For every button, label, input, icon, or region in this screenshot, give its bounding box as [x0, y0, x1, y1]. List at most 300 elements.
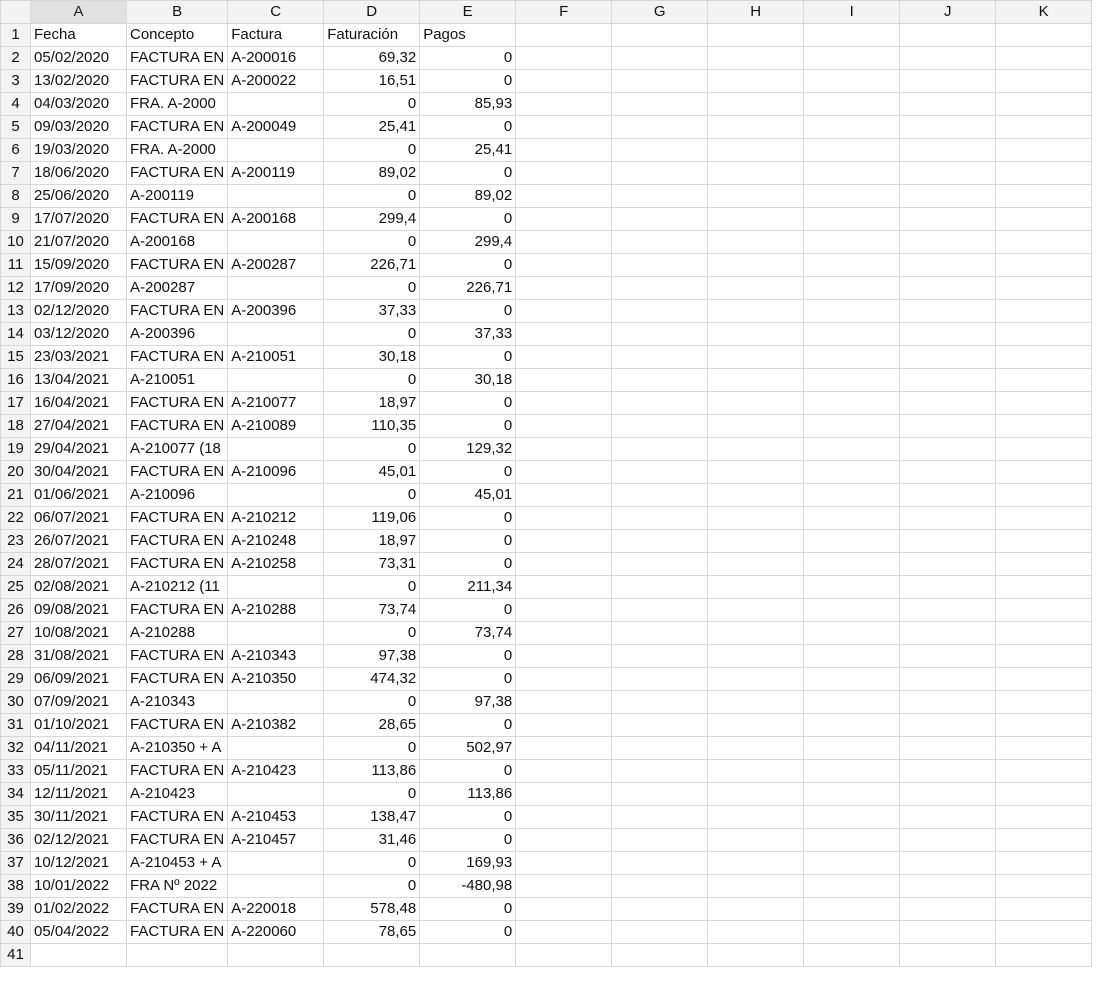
cell-b[interactable]: FACTURA EN	[127, 208, 228, 231]
cell-empty[interactable]	[996, 806, 1092, 829]
cell-d[interactable]: 0	[324, 139, 420, 162]
cell-empty[interactable]	[996, 944, 1092, 967]
cell-empty[interactable]	[708, 369, 804, 392]
cell-b[interactable]: FACTURA EN	[127, 806, 228, 829]
cell-empty[interactable]	[804, 277, 900, 300]
cell-a[interactable]: 21/07/2020	[31, 231, 127, 254]
cell-a[interactable]: 01/06/2021	[31, 484, 127, 507]
cell-empty[interactable]	[708, 392, 804, 415]
row-header[interactable]: 13	[1, 300, 31, 323]
cell-empty[interactable]	[804, 208, 900, 231]
row-header[interactable]: 36	[1, 829, 31, 852]
row-header[interactable]: 23	[1, 530, 31, 553]
cell-empty[interactable]	[612, 760, 708, 783]
cell-empty[interactable]	[708, 852, 804, 875]
cell-empty[interactable]	[804, 645, 900, 668]
cell-b[interactable]: A-200119	[127, 185, 228, 208]
cell-b[interactable]: A-200168	[127, 231, 228, 254]
cell-c[interactable]	[228, 852, 324, 875]
cell-empty[interactable]	[708, 208, 804, 231]
cell-empty[interactable]	[996, 461, 1092, 484]
cell-empty[interactable]	[516, 507, 612, 530]
cell-c[interactable]: A-210089	[228, 415, 324, 438]
cell-empty[interactable]	[612, 346, 708, 369]
cell-c[interactable]	[228, 944, 324, 967]
cell-empty[interactable]	[900, 806, 996, 829]
cell-d[interactable]: 0	[324, 231, 420, 254]
cell-d[interactable]: Faturación	[324, 24, 420, 47]
cell-empty[interactable]	[900, 875, 996, 898]
cell-d[interactable]: 0	[324, 185, 420, 208]
cell-empty[interactable]	[804, 668, 900, 691]
cell-a[interactable]: 13/02/2020	[31, 70, 127, 93]
cell-a[interactable]: 10/01/2022	[31, 875, 127, 898]
cell-e[interactable]: 0	[420, 254, 516, 277]
cell-empty[interactable]	[900, 254, 996, 277]
cell-empty[interactable]	[996, 70, 1092, 93]
cell-empty[interactable]	[612, 93, 708, 116]
cell-empty[interactable]	[612, 553, 708, 576]
cell-c[interactable]: A-210096	[228, 461, 324, 484]
cell-empty[interactable]	[612, 921, 708, 944]
cell-empty[interactable]	[708, 714, 804, 737]
cell-empty[interactable]	[516, 806, 612, 829]
cell-empty[interactable]	[996, 323, 1092, 346]
cell-d[interactable]: 0	[324, 93, 420, 116]
cell-c[interactable]	[228, 323, 324, 346]
cell-empty[interactable]	[612, 323, 708, 346]
cell-empty[interactable]	[516, 24, 612, 47]
cell-d[interactable]: 73,31	[324, 553, 420, 576]
cell-empty[interactable]	[804, 162, 900, 185]
cell-empty[interactable]	[516, 346, 612, 369]
cell-empty[interactable]	[900, 47, 996, 70]
cell-empty[interactable]	[900, 139, 996, 162]
cell-b[interactable]: FACTURA EN	[127, 553, 228, 576]
cell-d[interactable]: 113,86	[324, 760, 420, 783]
row-header[interactable]: 37	[1, 852, 31, 875]
cell-a[interactable]: 23/03/2021	[31, 346, 127, 369]
cell-empty[interactable]	[900, 369, 996, 392]
cell-empty[interactable]	[516, 921, 612, 944]
cell-empty[interactable]	[996, 645, 1092, 668]
cell-e[interactable]: 0	[420, 921, 516, 944]
cell-a[interactable]: 05/04/2022	[31, 921, 127, 944]
cell-empty[interactable]	[708, 231, 804, 254]
cell-empty[interactable]	[708, 668, 804, 691]
cell-b[interactable]: FACTURA EN	[127, 530, 228, 553]
cell-empty[interactable]	[996, 116, 1092, 139]
cell-empty[interactable]	[900, 668, 996, 691]
cell-d[interactable]: 28,65	[324, 714, 420, 737]
cell-empty[interactable]	[516, 277, 612, 300]
row-header[interactable]: 17	[1, 392, 31, 415]
cell-empty[interactable]	[708, 806, 804, 829]
column-header-k[interactable]: K	[996, 1, 1092, 24]
cell-d[interactable]: 0	[324, 369, 420, 392]
cell-empty[interactable]	[708, 323, 804, 346]
cell-c[interactable]: A-200049	[228, 116, 324, 139]
cell-e[interactable]: 73,74	[420, 622, 516, 645]
cell-a[interactable]: 02/12/2020	[31, 300, 127, 323]
column-header-h[interactable]: H	[708, 1, 804, 24]
cell-c[interactable]	[228, 484, 324, 507]
cell-d[interactable]: 110,35	[324, 415, 420, 438]
cell-c[interactable]	[228, 438, 324, 461]
cell-a[interactable]: 16/04/2021	[31, 392, 127, 415]
cell-empty[interactable]	[804, 484, 900, 507]
cell-empty[interactable]	[708, 300, 804, 323]
cell-b[interactable]: A-210096	[127, 484, 228, 507]
cell-empty[interactable]	[612, 231, 708, 254]
cell-d[interactable]: 0	[324, 875, 420, 898]
cell-b[interactable]: FACTURA EN	[127, 346, 228, 369]
column-header-b[interactable]: B	[127, 1, 228, 24]
cell-empty[interactable]	[708, 576, 804, 599]
cell-empty[interactable]	[612, 392, 708, 415]
cell-c[interactable]: A-200022	[228, 70, 324, 93]
row-header[interactable]: 6	[1, 139, 31, 162]
cell-e[interactable]: 113,86	[420, 783, 516, 806]
cell-empty[interactable]	[900, 714, 996, 737]
cell-empty[interactable]	[708, 254, 804, 277]
cell-empty[interactable]	[612, 714, 708, 737]
cell-empty[interactable]	[804, 898, 900, 921]
column-header-d[interactable]: D	[324, 1, 420, 24]
cell-empty[interactable]	[900, 852, 996, 875]
cell-e[interactable]: 0	[420, 599, 516, 622]
cell-d[interactable]: 30,18	[324, 346, 420, 369]
cell-empty[interactable]	[900, 323, 996, 346]
cell-empty[interactable]	[708, 24, 804, 47]
cell-empty[interactable]	[516, 162, 612, 185]
cell-a[interactable]: 03/12/2020	[31, 323, 127, 346]
row-header[interactable]: 31	[1, 714, 31, 737]
cell-e[interactable]: 0	[420, 806, 516, 829]
cell-empty[interactable]	[804, 392, 900, 415]
cell-d[interactable]: 16,51	[324, 70, 420, 93]
cell-empty[interactable]	[516, 415, 612, 438]
cell-empty[interactable]	[996, 277, 1092, 300]
cell-b[interactable]: FACTURA EN	[127, 392, 228, 415]
cell-empty[interactable]	[516, 47, 612, 70]
cell-empty[interactable]	[516, 898, 612, 921]
cell-d[interactable]: 0	[324, 622, 420, 645]
cell-c[interactable]: A-210248	[228, 530, 324, 553]
cell-empty[interactable]	[708, 162, 804, 185]
cell-c[interactable]: A-210343	[228, 645, 324, 668]
cell-d[interactable]: 0	[324, 277, 420, 300]
cell-empty[interactable]	[996, 737, 1092, 760]
cell-empty[interactable]	[612, 208, 708, 231]
cell-a[interactable]: Fecha	[31, 24, 127, 47]
cell-empty[interactable]	[708, 783, 804, 806]
cell-b[interactable]: FACTURA EN	[127, 921, 228, 944]
cell-empty[interactable]	[612, 461, 708, 484]
cell-b[interactable]: FACTURA EN	[127, 645, 228, 668]
cell-empty[interactable]	[708, 898, 804, 921]
cell-empty[interactable]	[708, 829, 804, 852]
cell-empty[interactable]	[900, 599, 996, 622]
cell-empty[interactable]	[612, 185, 708, 208]
cell-e[interactable]: 0	[420, 829, 516, 852]
cell-empty[interactable]	[612, 254, 708, 277]
cell-a[interactable]: 25/06/2020	[31, 185, 127, 208]
column-header-c[interactable]: C	[228, 1, 324, 24]
cell-e[interactable]: 169,93	[420, 852, 516, 875]
cell-empty[interactable]	[900, 461, 996, 484]
row-header[interactable]: 35	[1, 806, 31, 829]
cell-e[interactable]: 0	[420, 208, 516, 231]
column-header-f[interactable]: F	[516, 1, 612, 24]
cell-b[interactable]: FACTURA EN	[127, 668, 228, 691]
cell-a[interactable]: 06/09/2021	[31, 668, 127, 691]
cell-empty[interactable]	[996, 208, 1092, 231]
row-header[interactable]: 28	[1, 645, 31, 668]
cell-empty[interactable]	[996, 668, 1092, 691]
row-header[interactable]: 7	[1, 162, 31, 185]
row-header[interactable]: 41	[1, 944, 31, 967]
cell-empty[interactable]	[708, 622, 804, 645]
cell-e[interactable]: 0	[420, 668, 516, 691]
cell-e[interactable]: 0	[420, 116, 516, 139]
cell-empty[interactable]	[612, 783, 708, 806]
cell-empty[interactable]	[996, 185, 1092, 208]
cell-c[interactable]: A-210457	[228, 829, 324, 852]
cell-empty[interactable]	[804, 944, 900, 967]
cell-c[interactable]	[228, 231, 324, 254]
cell-empty[interactable]	[804, 185, 900, 208]
cell-empty[interactable]	[996, 415, 1092, 438]
cell-empty[interactable]	[516, 691, 612, 714]
cell-empty[interactable]	[996, 254, 1092, 277]
cell-empty[interactable]	[996, 300, 1092, 323]
column-header-g[interactable]: G	[612, 1, 708, 24]
cell-empty[interactable]	[612, 139, 708, 162]
cell-b[interactable]: A-210077 (18	[127, 438, 228, 461]
cell-empty[interactable]	[804, 921, 900, 944]
cell-c[interactable]: A-200168	[228, 208, 324, 231]
cell-a[interactable]: 04/11/2021	[31, 737, 127, 760]
cell-b[interactable]: FACTURA EN	[127, 70, 228, 93]
cell-empty[interactable]	[516, 530, 612, 553]
cell-b[interactable]: FACTURA EN	[127, 714, 228, 737]
row-header[interactable]: 9	[1, 208, 31, 231]
cell-empty[interactable]	[900, 208, 996, 231]
cell-empty[interactable]	[708, 691, 804, 714]
cell-empty[interactable]	[612, 622, 708, 645]
cell-c[interactable]: A-220060	[228, 921, 324, 944]
cell-empty[interactable]	[996, 139, 1092, 162]
cell-empty[interactable]	[996, 93, 1092, 116]
cell-e[interactable]: Pagos	[420, 24, 516, 47]
cell-c[interactable]: A-210350	[228, 668, 324, 691]
cell-empty[interactable]	[708, 438, 804, 461]
cell-empty[interactable]	[900, 93, 996, 116]
cell-e[interactable]: 0	[420, 530, 516, 553]
cell-empty[interactable]	[804, 599, 900, 622]
cell-a[interactable]: 17/07/2020	[31, 208, 127, 231]
cell-a[interactable]: 30/04/2021	[31, 461, 127, 484]
column-header-a[interactable]: A	[31, 1, 127, 24]
cell-empty[interactable]	[804, 461, 900, 484]
cell-b[interactable]: A-210453 + A	[127, 852, 228, 875]
row-header[interactable]: 19	[1, 438, 31, 461]
cell-empty[interactable]	[708, 47, 804, 70]
cell-empty[interactable]	[996, 622, 1092, 645]
cell-empty[interactable]	[612, 806, 708, 829]
row-header[interactable]: 11	[1, 254, 31, 277]
cell-empty[interactable]	[804, 93, 900, 116]
cell-empty[interactable]	[708, 645, 804, 668]
cell-empty[interactable]	[996, 783, 1092, 806]
cell-empty[interactable]	[612, 875, 708, 898]
cell-c[interactable]	[228, 875, 324, 898]
cell-empty[interactable]	[516, 783, 612, 806]
cell-d[interactable]: 226,71	[324, 254, 420, 277]
cell-empty[interactable]	[804, 875, 900, 898]
cell-empty[interactable]	[708, 139, 804, 162]
cell-a[interactable]	[31, 944, 127, 967]
cell-empty[interactable]	[612, 24, 708, 47]
cell-d[interactable]: 299,4	[324, 208, 420, 231]
cell-empty[interactable]	[516, 70, 612, 93]
cell-empty[interactable]	[804, 622, 900, 645]
cell-empty[interactable]	[900, 116, 996, 139]
cell-empty[interactable]	[900, 185, 996, 208]
cell-d[interactable]: 69,32	[324, 47, 420, 70]
cell-e[interactable]: 299,4	[420, 231, 516, 254]
cell-empty[interactable]	[804, 369, 900, 392]
cell-d[interactable]: 0	[324, 783, 420, 806]
cell-empty[interactable]	[996, 346, 1092, 369]
cell-empty[interactable]	[804, 47, 900, 70]
cell-empty[interactable]	[900, 231, 996, 254]
cell-d[interactable]: 18,97	[324, 392, 420, 415]
cell-empty[interactable]	[516, 599, 612, 622]
cell-c[interactable]: A-200016	[228, 47, 324, 70]
cell-empty[interactable]	[996, 507, 1092, 530]
cell-empty[interactable]	[516, 231, 612, 254]
cell-empty[interactable]	[516, 944, 612, 967]
cell-d[interactable]: 73,74	[324, 599, 420, 622]
cell-b[interactable]: FACTURA EN	[127, 254, 228, 277]
cell-empty[interactable]	[996, 162, 1092, 185]
cell-empty[interactable]	[708, 944, 804, 967]
cell-empty[interactable]	[708, 760, 804, 783]
cell-empty[interactable]	[708, 346, 804, 369]
cell-empty[interactable]	[612, 300, 708, 323]
cell-empty[interactable]	[612, 277, 708, 300]
cell-empty[interactable]	[996, 369, 1092, 392]
cell-a[interactable]: 28/07/2021	[31, 553, 127, 576]
cell-e[interactable]: 226,71	[420, 277, 516, 300]
cell-empty[interactable]	[612, 70, 708, 93]
cell-empty[interactable]	[516, 875, 612, 898]
cell-empty[interactable]	[804, 829, 900, 852]
cell-a[interactable]: 30/11/2021	[31, 806, 127, 829]
row-header[interactable]: 15	[1, 346, 31, 369]
cell-empty[interactable]	[900, 300, 996, 323]
cell-b[interactable]: FACTURA EN	[127, 162, 228, 185]
cell-c[interactable]: A-200287	[228, 254, 324, 277]
row-header[interactable]: 24	[1, 553, 31, 576]
cell-empty[interactable]	[804, 576, 900, 599]
cell-e[interactable]: -480,98	[420, 875, 516, 898]
cell-empty[interactable]	[516, 576, 612, 599]
cell-empty[interactable]	[516, 645, 612, 668]
cell-empty[interactable]	[900, 392, 996, 415]
cell-empty[interactable]	[612, 415, 708, 438]
cell-empty[interactable]	[804, 231, 900, 254]
cell-empty[interactable]	[804, 346, 900, 369]
cell-e[interactable]: 0	[420, 507, 516, 530]
cell-e[interactable]: 211,34	[420, 576, 516, 599]
cell-empty[interactable]	[996, 760, 1092, 783]
cell-empty[interactable]	[804, 415, 900, 438]
cell-d[interactable]: 45,01	[324, 461, 420, 484]
cell-b[interactable]: FACTURA EN	[127, 415, 228, 438]
cell-b[interactable]: FACTURA EN	[127, 47, 228, 70]
cell-empty[interactable]	[996, 829, 1092, 852]
cell-d[interactable]: 0	[324, 852, 420, 875]
cell-empty[interactable]	[804, 254, 900, 277]
cell-empty[interactable]	[708, 277, 804, 300]
column-header-e[interactable]: E	[420, 1, 516, 24]
cell-d[interactable]: 0	[324, 484, 420, 507]
cell-empty[interactable]	[900, 622, 996, 645]
cell-c[interactable]	[228, 576, 324, 599]
cell-a[interactable]: 02/12/2021	[31, 829, 127, 852]
cell-e[interactable]: 0	[420, 70, 516, 93]
cell-empty[interactable]	[516, 139, 612, 162]
cell-empty[interactable]	[516, 760, 612, 783]
cell-empty[interactable]	[900, 277, 996, 300]
select-all-corner[interactable]	[1, 1, 31, 24]
cell-a[interactable]: 02/08/2021	[31, 576, 127, 599]
cell-d[interactable]: 0	[324, 323, 420, 346]
cell-empty[interactable]	[900, 553, 996, 576]
cell-empty[interactable]	[516, 484, 612, 507]
cell-b[interactable]: FACTURA EN	[127, 760, 228, 783]
cell-empty[interactable]	[804, 24, 900, 47]
cell-empty[interactable]	[804, 70, 900, 93]
cell-b[interactable]: A-200396	[127, 323, 228, 346]
cell-d[interactable]: 119,06	[324, 507, 420, 530]
cell-empty[interactable]	[900, 162, 996, 185]
cell-empty[interactable]	[996, 438, 1092, 461]
cell-e[interactable]: 0	[420, 415, 516, 438]
cell-d[interactable]: 578,48	[324, 898, 420, 921]
cell-empty[interactable]	[708, 461, 804, 484]
cell-e[interactable]: 0	[420, 645, 516, 668]
cell-empty[interactable]	[516, 208, 612, 231]
cell-d[interactable]: 474,32	[324, 668, 420, 691]
cell-a[interactable]: 19/03/2020	[31, 139, 127, 162]
cell-a[interactable]: 12/11/2021	[31, 783, 127, 806]
cell-e[interactable]: 97,38	[420, 691, 516, 714]
cell-empty[interactable]	[900, 576, 996, 599]
row-header[interactable]: 1	[1, 24, 31, 47]
cell-c[interactable]	[228, 139, 324, 162]
cell-empty[interactable]	[708, 507, 804, 530]
cell-empty[interactable]	[804, 507, 900, 530]
row-header[interactable]: 5	[1, 116, 31, 139]
cell-c[interactable]: A-200119	[228, 162, 324, 185]
cell-empty[interactable]	[804, 714, 900, 737]
row-header[interactable]: 4	[1, 93, 31, 116]
cell-d[interactable]: 97,38	[324, 645, 420, 668]
